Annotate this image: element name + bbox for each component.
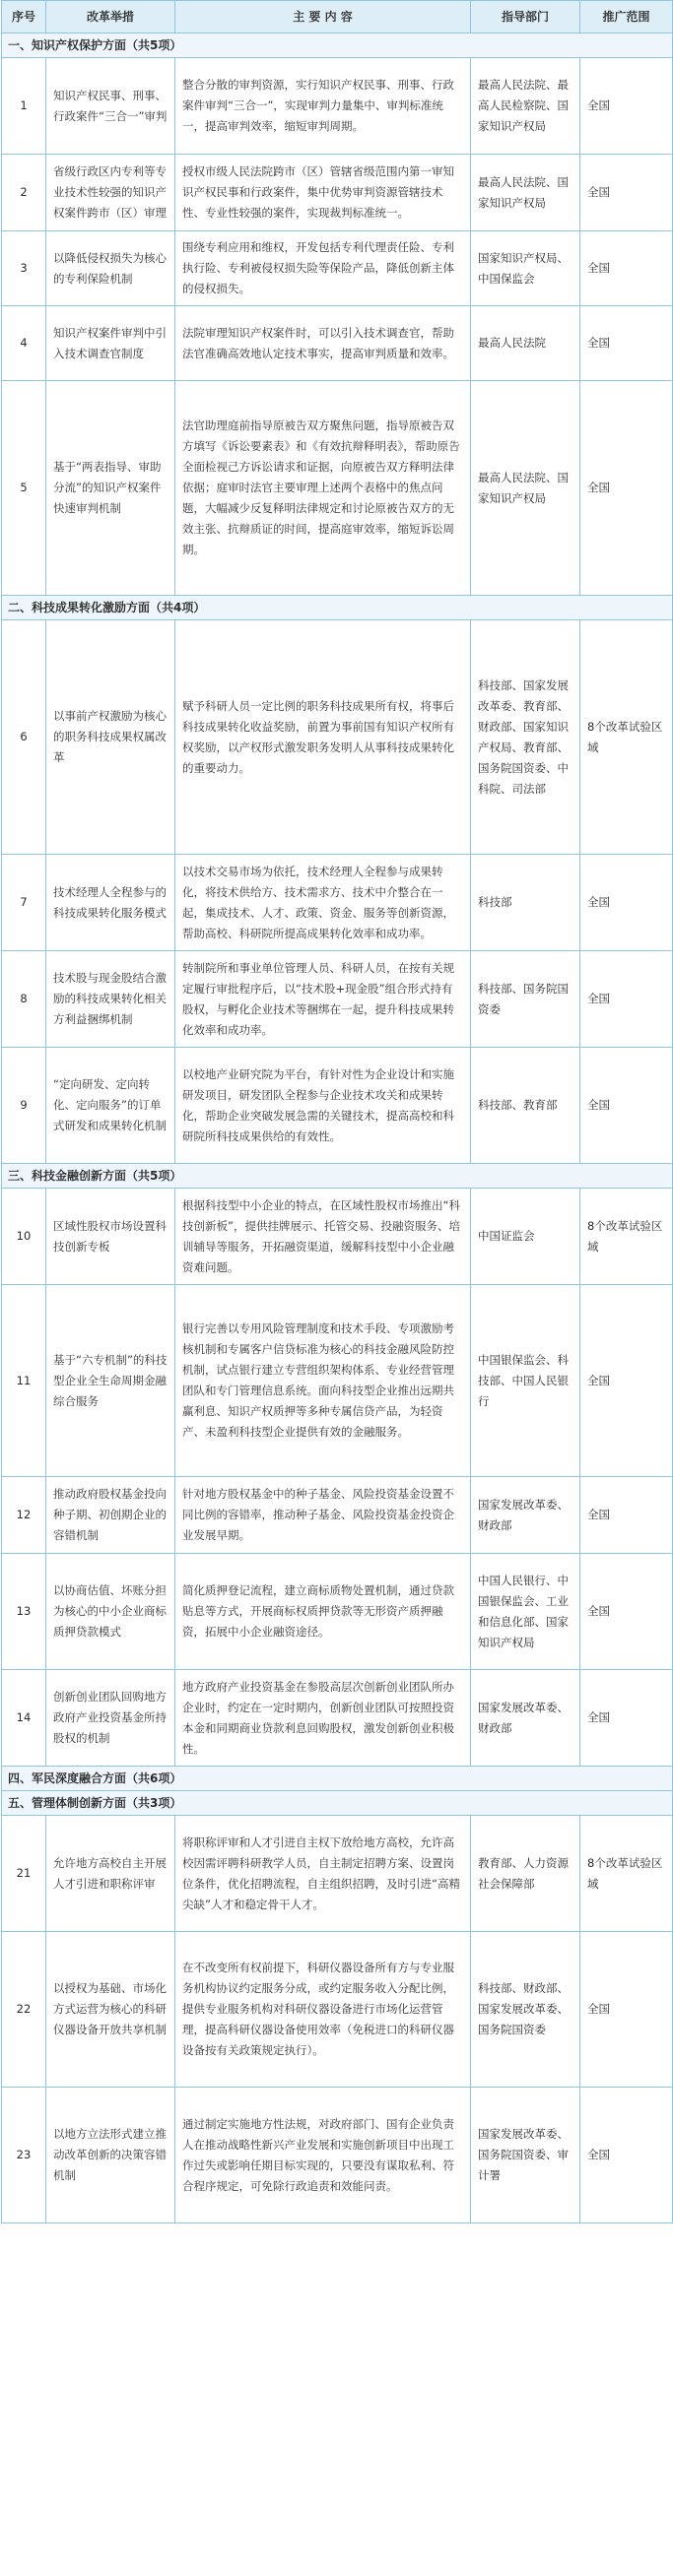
guiding-department: 科技部、教育部: [471, 1048, 580, 1164]
main-content: 在不改变所有权前提下，科研仪器设备所有方与专业服务机构协议约定服务分成，或约定服务收入分配比例，提供专业服务机构对科研仪器设备进行市场化运营管理，提高科研仪器设备使用效率（免税进口的科研仪器设备按有关政策规定执行）。: [175, 1932, 471, 2088]
row-number: 8: [2, 951, 46, 1048]
promotion-scope: 全国: [580, 2088, 673, 2223]
reform-measure: 技术经理人全程参与的科技成果转化服务模式: [46, 855, 175, 951]
reform-measure: 创新创业团队回购地方政府产业投资基金所持股权的机制: [46, 1670, 175, 1767]
main-content: 围绕专利应用和维权，开发包括专利代理责任险、专利执行险、专利被侵权损失险等保险产品，降低创新主体的侵权损失。: [175, 231, 471, 306]
table-row: [2, 2088, 673, 2223]
reform-measure: 以事前产权激励为核心的职务科技成果权属改革: [46, 620, 175, 855]
reform-measure: 以授权为基础、市场化方式运营为核心的科研仪器设备开放共享机制: [46, 1932, 175, 2088]
reform-table: [1, 0, 673, 2223]
guiding-department: 中国证监会: [471, 1189, 580, 1285]
table-row: [2, 1816, 673, 1932]
main-content: 银行完善以专用风险管理制度和技术手段、专项激励考核机制和专属客户信贷标准为核心的科技金融风险防控机制，试点银行建立专营组织架构体系、专业经营管理团队和专门管理信息系统。面向科技型企业推出远期共赢利息、知识产权质押等多种专属信贷产品，为轻资产、未盈利科技型企业提供有效的金融服务。: [175, 1285, 471, 1477]
row-number: 13: [2, 1554, 46, 1670]
row-number: 3: [2, 231, 46, 306]
row-number: 23: [2, 2088, 46, 2223]
row-number: 10: [2, 1189, 46, 1285]
main-content: 针对地方股权基金中的种子基金、风险投资基金设置不同比例的容错率，推动种子基金、风险投资基金投资企业发展早期。: [175, 1477, 471, 1554]
row-number: 2: [2, 155, 46, 231]
header-content: 主 要 内 容: [175, 1, 471, 33]
table-row: [2, 1932, 673, 2088]
section-row-ip-protection: [2, 33, 673, 58]
reform-measure: “定向研发、定向转化、定向服务”的订单式研发和成果转化机制: [46, 1048, 175, 1164]
row-number: 21: [2, 1816, 46, 1932]
table-row: [2, 155, 673, 231]
guiding-department: 国家发展改革委、财政部: [471, 1477, 580, 1554]
promotion-scope: 全国: [580, 231, 673, 306]
row-number: 12: [2, 1477, 46, 1554]
promotion-scope: 8个改革试验区域: [580, 1189, 673, 1285]
reform-measure: 知识产权案件审判中引入技术调查官制度: [46, 306, 175, 381]
table-row: [2, 1285, 673, 1477]
guiding-department: 最高人民法院、最高人民检察院、国家知识产权局: [471, 58, 580, 155]
promotion-scope: 全国: [580, 306, 673, 381]
main-content: 法官助理庭前指导原被告双方聚焦问题，指导原被告双方填写《诉讼要素表》和《有效抗辩释明表》，帮助原告全面检视己方诉讼请求和证据，向原被告双方释明法律依据；庭审时法官主要审理上述两个表格中的焦点问题，大幅减少反复释明法律规定和讨论原被告双方的无效主张、抗辩质证的时间，提高庭审效率，缩短诉讼周期。: [175, 381, 471, 596]
guiding-department: 教育部、人力资源社会保障部: [471, 1816, 580, 1932]
main-content: 简化质押登记流程，建立商标质物处置机制，通过贷款贴息等方式，开展商标权质押贷款等无形资产质押融资，拓展中小企业融资途径。: [175, 1554, 471, 1670]
row-number: 22: [2, 1932, 46, 2088]
reform-measure: 省级行政区内专利等专业技术性较强的知识产权案件跨市（区）审理: [46, 155, 175, 231]
section-title: 五、管理体制创新方面（共3项）: [2, 1791, 673, 1816]
table-row: [2, 231, 673, 306]
guiding-department: 科技部、国务院国资委: [471, 951, 580, 1048]
promotion-scope: 8个改革试验区域: [580, 1816, 673, 1932]
row-number: 14: [2, 1670, 46, 1767]
main-content: 以技术交易市场为依托，技术经理人全程参与成果转化，将技术供给方、技术需求方、技术中介整合在一起，集成技术、人才、政策、资金、服务等创新资源，帮助高校、科研院所提高成果转化效率和成功率。: [175, 855, 471, 951]
table-row: [2, 1189, 673, 1285]
section-title: 三、科技金融创新方面（共5项）: [2, 1164, 673, 1189]
guiding-department: 国家发展改革委、财政部: [471, 1670, 580, 1767]
guiding-department: 最高人民法院: [471, 306, 580, 381]
section-row-management: [2, 1791, 673, 1816]
guiding-department: 国家知识产权局、中国保监会: [471, 231, 580, 306]
section-row-tech-transfer: [2, 596, 673, 620]
guiding-department: 国家发展改革委、国务院国资委、审计署: [471, 2088, 580, 2223]
section-title: 二、科技成果转化激励方面（共4项）: [2, 596, 673, 620]
guiding-department: 科技部、国家发展改革委、教育部、财政部、国家知识产权局、教育部、国务院国资委、中科院、司法部: [471, 620, 580, 855]
table-row: [2, 1554, 673, 1670]
main-content: 法院审理知识产权案件时，可以引入技术调查官，帮助法官准确高效地认定技术事实，提高审判质量和效率。: [175, 306, 471, 381]
table-row: [2, 855, 673, 951]
promotion-scope: 全国: [580, 1554, 673, 1670]
reform-measure: 技术股与现金股结合激励的科技成果转化相关方利益捆绑机制: [46, 951, 175, 1048]
section-title: 一、知识产权保护方面（共5项）: [2, 33, 673, 58]
reform-measure: 区域性股权市场设置科技创新专板: [46, 1189, 175, 1285]
guiding-department: 最高人民法院、国家知识产权局: [471, 155, 580, 231]
promotion-scope: 全国: [580, 1285, 673, 1477]
table-row: [2, 381, 673, 596]
main-content: 以校地产业研究院为平台，有针对性为企业设计和实施研发项目，研发团队全程参与企业技术攻关和成果转化，帮助企业突破发展急需的关键技术，提高高校和科研院所科技成果供给的有效性。: [175, 1048, 471, 1164]
promotion-scope: 全国: [580, 1048, 673, 1164]
row-number: 6: [2, 620, 46, 855]
row-number: 5: [2, 381, 46, 596]
reform-measure: 以协商估值、坏账分担为核心的中小企业商标质押贷款模式: [46, 1554, 175, 1670]
reform-measure: 推动政府股权基金投向种子期、初创期企业的容错机制: [46, 1477, 175, 1554]
header-measure: 改革举措: [46, 1, 175, 33]
table-row: [2, 1048, 673, 1164]
header-department: 指导部门: [471, 1, 580, 33]
reform-measure: 知识产权民事、刑事、行政案件“三合一”审判: [46, 58, 175, 155]
row-number: 11: [2, 1285, 46, 1477]
reform-measure: 以地方立法形式建立推动改革创新的决策容错机制: [46, 2088, 175, 2223]
row-number: 1: [2, 58, 46, 155]
table-row: [2, 620, 673, 855]
main-content: 授权市级人民法院跨市（区）管辖省级范围内第一审知识产权民事和行政案件，集中优势审判资源管辖技术性、专业性较强的案件，实现裁判标准统一。: [175, 155, 471, 231]
table-row: [2, 58, 673, 155]
row-number: 7: [2, 855, 46, 951]
table-header-row: [2, 1, 673, 33]
main-content: 将职称评审和人才引进自主权下放给地方高校，允许高校因需评聘科研教学人员，自主制定招聘方案、设置岗位条件，优化招聘流程，自主组织招聘，及时引进“高精尖缺”人才和稳定骨干人才。: [175, 1816, 471, 1932]
promotion-scope: 全国: [580, 1477, 673, 1554]
reform-measure: 基于“六专机制”的科技型企业全生命周期金融综合服务: [46, 1285, 175, 1477]
promotion-scope: 8个改革试验区域: [580, 620, 673, 855]
guiding-department: 最高人民法院、国家知识产权局: [471, 381, 580, 596]
promotion-scope: 全国: [580, 1670, 673, 1767]
guiding-department: 中国人民银行、中国银保监会、工业和信息化部、国家知识产权局: [471, 1554, 580, 1670]
table-row: [2, 951, 673, 1048]
main-content: 根据科技型中小企业的特点，在区域性股权市场推出“科技创新板”，提供挂牌展示、托管交易、投融资服务、培训辅导等服务，开拓融资渠道，缓解科技型中小企业融资难问题。: [175, 1189, 471, 1285]
section-title: 四、军民深度融合方面（共6项）: [2, 1767, 673, 1791]
promotion-scope: 全国: [580, 1932, 673, 2088]
table-row: [2, 306, 673, 381]
promotion-scope: 全国: [580, 951, 673, 1048]
header-number: 序号: [2, 1, 46, 33]
table-row: [2, 1670, 673, 1767]
header-scope: 推广范围: [580, 1, 673, 33]
guiding-department: 科技部: [471, 855, 580, 951]
reform-measure: 允许地方高校自主开展人才引进和职称评审: [46, 1816, 175, 1932]
guiding-department: 科技部、财政部、国家发展改革委、国务院国资委: [471, 1932, 580, 2088]
row-number: 9: [2, 1048, 46, 1164]
reform-measure: 以降低侵权损失为核心的专利保险机制: [46, 231, 175, 306]
main-content: 整合分散的审判资源，实行知识产权民事、刑事、行政案件审判“三合一”，实现审判力量集中、审判标准统一，提高审判效率，缩短审判周期。: [175, 58, 471, 155]
promotion-scope: 全国: [580, 155, 673, 231]
guiding-department: 中国银保监会、科技部、中国人民银行: [471, 1285, 580, 1477]
section-row-tech-finance: [2, 1164, 673, 1189]
promotion-scope: 全国: [580, 381, 673, 596]
main-content: 赋予科研人员一定比例的职务科技成果所有权，将事后科技成果转化收益奖励，前置为事前国有知识产权所有权奖励，以产权形式激发职务发明人从事科技成果转化的重要动力。: [175, 620, 471, 855]
main-content: 地方政府产业投资基金在参股高层次创新创业团队所办企业时，约定在一定时期内，创新创业团队可按照投资本金和同期商业贷款利息回购股权，激发创新创业积极性。: [175, 1670, 471, 1767]
reform-measure: 基于“两表指导、审助分流”的知识产权案件快速审判机制: [46, 381, 175, 596]
row-number: 4: [2, 306, 46, 381]
promotion-scope: 全国: [580, 855, 673, 951]
promotion-scope: 全国: [580, 58, 673, 155]
section-row-civil-military: [2, 1767, 673, 1791]
main-content: 通过制定实施地方性法规，对政府部门、国有企业负责人在推动战略性新兴产业发展和实施创新项目中出现工作过失或影响任期目标实现的，只要没有谋取私利、符合程序规定，可免除行政追责和效能问责。: [175, 2088, 471, 2223]
main-content: 转制院所和事业单位管理人员、科研人员，在按有关规定履行审批程序后，以“技术股+现金股”组合形式持有股权，与孵化企业技术等捆绑在一起，提升科技成果转化效率和成功率。: [175, 951, 471, 1048]
table-row: [2, 1477, 673, 1554]
